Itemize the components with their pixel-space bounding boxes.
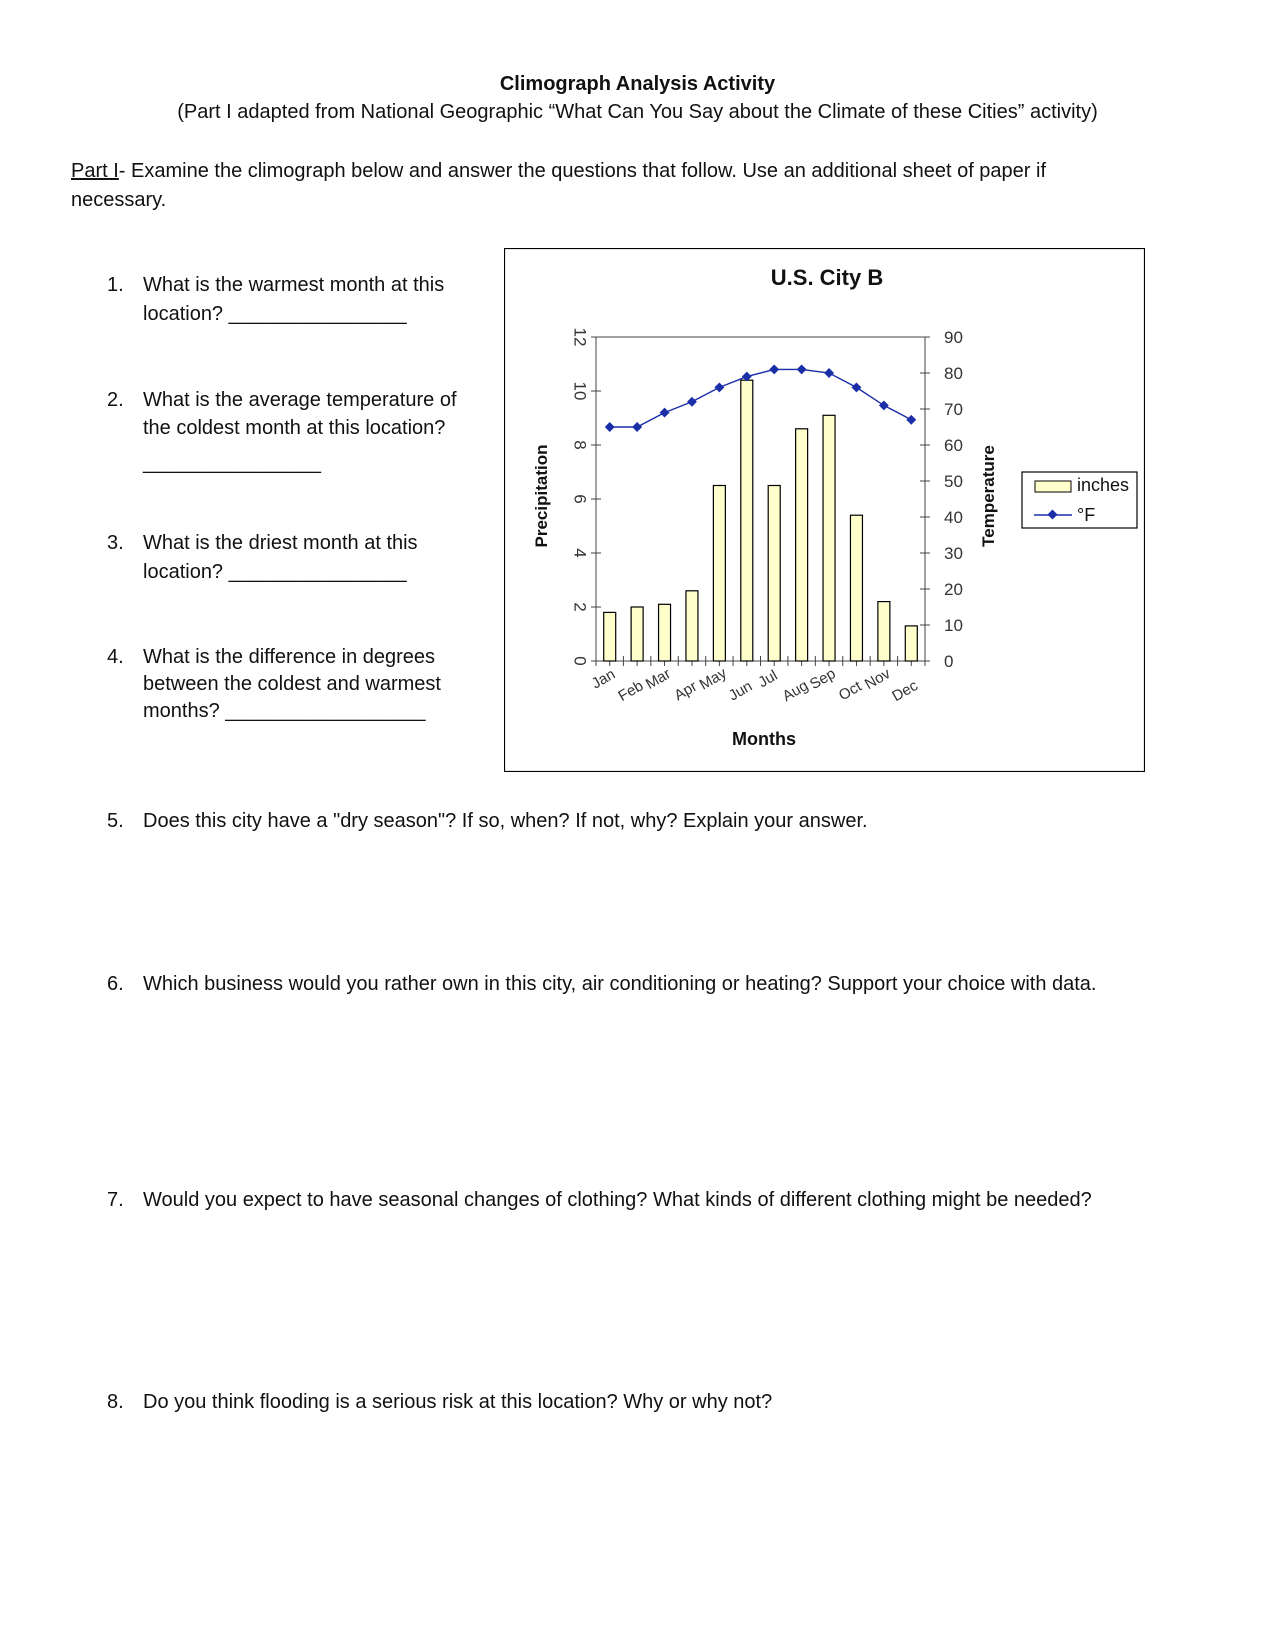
y2-tick-label: 80 [944, 364, 963, 383]
precip-bar [823, 415, 835, 661]
question-answer-line: months? __________________ [143, 700, 426, 722]
chart-title: U.S. City B [770, 265, 884, 290]
x-tick-label: Aug [779, 677, 812, 706]
precip-bar [604, 612, 616, 661]
document-title: Climograph Analysis Activity [499, 73, 776, 95]
part-label: Part I [71, 160, 119, 182]
question-answer-line: ________________ [143, 452, 321, 474]
question-number: 3. [107, 532, 124, 554]
question-text: Do you think flooding is a serious risk at this location? Why or why not? [143, 1391, 773, 1413]
question-text: What is the difference in degrees [143, 646, 436, 668]
x-tick-label: May [696, 664, 730, 694]
y2-tick-label: 60 [944, 436, 963, 455]
y-tick-label: 4 [570, 548, 590, 558]
y-axis-label: Precipitation [532, 444, 551, 548]
question-text: Which business would you rather own in this city, air conditioning or heating? Support your choice with data. [143, 973, 1097, 995]
question-text: What is the warmest month at this [143, 274, 445, 296]
y-tick-label: 12 [570, 327, 590, 347]
question-answer-line: location? ________________ [143, 303, 407, 325]
precip-bar [686, 591, 698, 661]
y2-tick-label: 70 [944, 400, 963, 419]
precip-bar [796, 429, 808, 661]
y2-tick-label: 90 [944, 328, 963, 347]
precip-bar [768, 486, 780, 662]
intro-line-1 [71, 157, 1046, 185]
y-tick-label: 8 [570, 440, 590, 450]
question-number: 2. [107, 389, 124, 411]
legend [1022, 472, 1137, 528]
x-tick-label: Jun [725, 677, 756, 705]
question-text: What is the average temperature of [143, 389, 457, 411]
question-number: 7. [107, 1189, 124, 1211]
legend-bar-swatch [1035, 481, 1071, 492]
y2-tick-label: 30 [944, 544, 963, 563]
y2-tick-label: 10 [944, 616, 963, 635]
legend-label-precip: inches [1077, 475, 1130, 495]
y2-tick-label: 0 [944, 652, 954, 671]
question-text: the coldest month at this location? [143, 417, 446, 439]
precip-bar [741, 380, 753, 661]
y-tick-label: 6 [570, 494, 590, 504]
y2-tick-label: 50 [944, 472, 963, 491]
x-tick-label: Dec [889, 677, 921, 706]
question-text: Does this city have a "dry season"? If so, when? If not, why? Explain your answer. [143, 810, 868, 832]
precip-bar [631, 607, 643, 661]
question-number: 6. [107, 973, 124, 995]
x-tick-label: Mar [642, 665, 674, 693]
x-tick-label: Jan [588, 665, 619, 693]
question-answer-line: location? ________________ [143, 561, 407, 583]
x-tick-label: Sep [806, 665, 839, 694]
document-subtitle: (Part I adapted from National Geographic “What Can You Say about the Climate of these Cities” activity) [177, 101, 1098, 123]
y2-tick-label: 20 [944, 580, 963, 599]
climograph-chart [504, 248, 1145, 772]
y-tick-label: 0 [570, 656, 590, 666]
y2-axis-label: Temperature [979, 445, 998, 547]
y2-tick-label: 40 [944, 508, 963, 527]
precip-bar [878, 602, 890, 661]
question-text: Would you expect to have seasonal changes of clothing? What kinds of different clothing might be needed? [143, 1189, 1092, 1211]
y-tick-label: 10 [570, 381, 590, 401]
y-tick-label: 2 [570, 602, 590, 612]
intro-text: - Examine the climograph below and answer the questions that follow. Use an additional sheet of paper if [118, 160, 1047, 182]
precip-bar [659, 604, 671, 661]
x-tick-label: Apr [671, 677, 701, 705]
legend-label-temp: °F [1077, 505, 1096, 525]
x-axis-label: Months [732, 729, 796, 749]
x-tick-label: Jul [755, 666, 781, 692]
question-number: 8. [107, 1391, 124, 1413]
precip-bar [905, 626, 917, 661]
precip-bar [850, 515, 862, 661]
question-number: 5. [107, 810, 124, 832]
precip-bar [713, 486, 725, 662]
x-tick-label: Oct [835, 677, 865, 705]
question-number: 1. [107, 274, 124, 296]
x-tick-label: Nov [861, 665, 894, 694]
x-tick-label: Feb [615, 677, 647, 705]
question-text: What is the driest month at this [143, 532, 418, 554]
question-number: 4. [107, 646, 124, 668]
question-text: between the coldest and warmest [143, 673, 441, 695]
intro-line-2: necessary. [71, 189, 167, 211]
